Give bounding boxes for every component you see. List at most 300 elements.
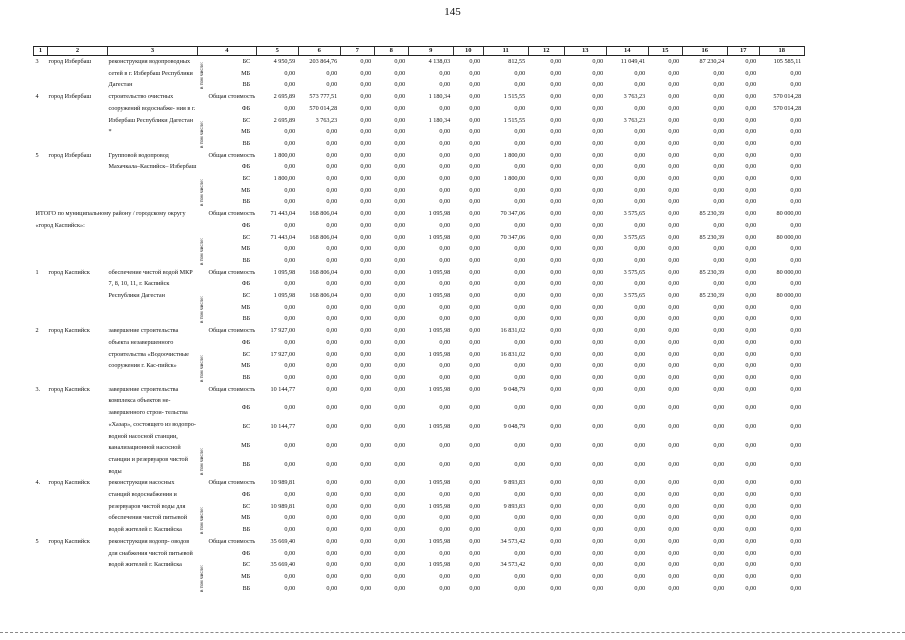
value-cell: 0,00 [668,280,680,288]
value-cell: 0,00 [394,210,406,218]
value-cell: 0,00 [790,186,802,194]
value-cell: 0,00 [550,373,562,381]
value-cell: 0,00 [592,327,604,335]
object-name: Групповой водопровод Махачкала–Каспийск– Избербаш [108,151,197,171]
value-cell: 0,00 [394,315,406,323]
value-cell: 0,00 [284,163,296,171]
funding-source-label: ФБ [241,163,251,171]
value-cell: 0,00 [745,116,757,124]
value-cell: 0,00 [394,233,406,241]
funding-source-label: ФБ [241,404,251,412]
value-cell: 0,00 [745,572,757,580]
value-cell: 0,00 [790,537,802,545]
value-cell: 0,00 [284,139,296,147]
value-cell: 0,00 [592,385,604,393]
value-cell: 0,00 [790,163,802,171]
value-cell: 2 695,89 [273,116,296,124]
header-cell: 12 [528,47,564,56]
value-cell: 0,00 [790,315,802,323]
value-cell: 0,00 [592,362,604,370]
value-cell: 0,00 [668,491,680,499]
value-cell: 0,00 [790,256,802,264]
value-cell: 0,00 [514,460,526,468]
scan-bottom-edge [0,632,905,633]
value-cell: 0,00 [394,221,406,229]
value-cell: 0,00 [592,104,604,112]
table-row [34,536,805,548]
value-cell: 0,00 [394,491,406,499]
value-cell: 0,00 [550,479,562,487]
vertical-label-cell [198,477,208,536]
value-cell: 0,00 [713,104,725,112]
value-cell: 0,00 [326,460,338,468]
row-number: 3 [35,58,39,65]
funding-source-label: БС [242,423,251,431]
value-cell: 0,00 [550,69,562,77]
value-cell: 16 831,02 [500,350,526,358]
value-cell: 0,00 [469,441,481,449]
value-cell: 0,00 [634,502,646,510]
value-cell: 0,00 [592,186,604,194]
vertical-label-cell [198,91,208,150]
value-cell: 0,00 [745,151,757,159]
value-cell: 0,00 [634,327,646,335]
value-cell: 0,00 [469,81,481,89]
value-cell: 0,00 [790,116,802,124]
value-cell: 0,00 [790,441,802,449]
value-cell: 0,00 [469,210,481,218]
funding-source-label: ВБ [242,584,251,592]
header-cell: 18 [759,47,804,56]
value-cell: 0,00 [514,526,526,534]
value-cell: 0,00 [668,514,680,522]
header-cell: 11 [483,47,528,56]
value-cell: 0,00 [469,338,481,346]
value-cell: 0,00 [439,315,451,323]
funding-source-label: ФБ [241,338,251,346]
value-cell: 0,00 [668,151,680,159]
value-cell: 0,00 [634,151,646,159]
funding-source-label: ФБ [241,280,251,288]
value-cell: 0,00 [394,373,406,381]
value-cell: 0,00 [394,175,406,183]
value-cell: 0,00 [394,303,406,311]
vertical-label: в том числе: [198,62,205,90]
value-cell: 0,00 [469,479,481,487]
value-cell: 0,00 [668,362,680,370]
municipality-name: город Избербаш [48,58,92,65]
value-cell: 0,00 [634,245,646,253]
value-cell: 0,00 [550,350,562,358]
value-cell: 1 515,55 [503,116,526,124]
value-cell: 0,00 [360,350,372,358]
value-cell: 1 800,00 [273,175,296,183]
value-cell: 3 575,65 [623,210,646,218]
vertical-label: в том числе: [198,296,205,324]
value-cell: 0,00 [745,362,757,370]
value-cell: 0,00 [550,139,562,147]
value-cell: 0,00 [592,373,604,381]
value-cell: 0,00 [439,104,451,112]
table-row [34,384,805,403]
value-cell: 0,00 [469,514,481,522]
value-cell: 1 095,98 [428,210,451,218]
value-cell: 0,00 [284,584,296,592]
value-cell: 0,00 [550,327,562,335]
value-cell: 0,00 [745,385,757,393]
value-cell: 0,00 [550,186,562,194]
value-cell: 0,00 [634,350,646,358]
value-cell: 0,00 [439,514,451,522]
value-cell: 0,00 [469,69,481,77]
value-cell: 0,00 [790,514,802,522]
value-cell: 0,00 [360,210,372,218]
value-cell: 9 893,83 [503,502,526,510]
value-cell: 0,00 [360,233,372,241]
value-cell: 0,00 [326,373,338,381]
value-cell: 0,00 [592,514,604,522]
value-cell: 0,00 [550,404,562,412]
value-cell: 85 230,39 [699,210,725,218]
value-cell: 0,00 [439,491,451,499]
value-cell: 0,00 [592,537,604,545]
table-row [34,56,805,68]
value-cell: 0,00 [713,572,725,580]
value-cell: 0,00 [284,514,296,522]
value-cell: 0,00 [550,58,562,65]
value-cell: 0,00 [790,338,802,346]
municipality-name: город Избербаш [48,93,92,101]
value-cell: 1 095,98 [273,292,296,300]
value-cell: 0,00 [514,584,526,592]
value-cell: 0,00 [592,479,604,487]
value-cell: 1 800,00 [503,175,526,183]
value-cell: 0,00 [360,549,372,557]
value-cell: 0,00 [745,163,757,171]
value-cell: 3 763,23 [623,93,646,101]
value-cell: 0,00 [550,175,562,183]
value-cell: 0,00 [592,584,604,592]
value-cell: 80 000,00 [776,210,802,218]
table-row [34,325,805,337]
value-cell: 0,00 [469,151,481,159]
value-cell: 0,00 [745,514,757,522]
value-cell: 0,00 [634,221,646,229]
value-cell: 0,00 [592,81,604,89]
value-cell: 2 695,89 [273,93,296,101]
value-cell: 0,00 [326,175,338,183]
value-cell: 0,00 [360,280,372,288]
value-cell: 0,00 [713,163,725,171]
value-cell: 0,00 [713,502,725,510]
vertical-label: в том числе: [198,448,205,476]
value-cell: 80 000,00 [776,268,802,276]
value-cell: 0,00 [514,514,526,522]
value-cell: 0,00 [592,292,604,300]
value-cell: 0,00 [790,198,802,206]
value-cell: 0,00 [360,561,372,569]
value-cell: 0,00 [634,572,646,580]
value-cell: 0,00 [514,292,526,300]
value-cell: 0,00 [469,116,481,124]
value-cell: 0,00 [668,537,680,545]
value-cell: 0,00 [360,338,372,346]
value-cell: 0,00 [668,256,680,264]
value-cell: 573 777,51 [309,93,338,101]
value-cell: 3 763,23 [623,116,646,124]
value-cell: 0,00 [514,245,526,253]
value-cell: 0,00 [745,221,757,229]
value-cell: 0,00 [469,537,481,545]
value-cell: 0,00 [790,373,802,381]
value-cell: 0,00 [713,460,725,468]
value-cell: 0,00 [634,198,646,206]
value-cell: 0,00 [394,584,406,592]
value-cell: 0,00 [745,479,757,487]
funding-source-label: Общая стоимость [208,327,256,335]
value-cell: 0,00 [439,549,451,557]
value-cell: 0,00 [469,362,481,370]
object-name: реконструкция насосных станций водоснабжения и резервуаров чистой воды для обеспечения чистой питьевой водой жителей г. Каспийска [108,479,188,534]
value-cell: 0,00 [745,210,757,218]
funding-source-label: Общая стоимость [208,210,256,218]
value-cell: 0,00 [284,245,296,253]
value-cell: 0,00 [360,81,372,89]
value-cell: 0,00 [592,210,604,218]
value-cell: 0,00 [360,104,372,112]
value-cell: 0,00 [394,256,406,264]
value-cell: 0,00 [634,163,646,171]
value-cell: 0,00 [790,385,802,393]
value-cell: 80 000,00 [776,233,802,241]
value-cell: 0,00 [713,186,725,194]
value-cell: 0,00 [592,350,604,358]
value-cell: 0,00 [713,151,725,159]
table-body [34,47,805,595]
value-cell: 0,00 [668,315,680,323]
value-cell: 0,00 [745,441,757,449]
value-cell: 3 575,65 [623,292,646,300]
value-cell: 0,00 [360,58,372,65]
value-cell: 0,00 [550,245,562,253]
value-cell: 0,00 [745,256,757,264]
value-cell: 0,00 [550,221,562,229]
value-cell: 0,00 [469,350,481,358]
value-cell: 0,00 [592,128,604,136]
value-cell: 0,00 [439,128,451,136]
value-cell: 203 864,76 [309,58,338,65]
value-cell: 0,00 [550,163,562,171]
value-cell: 17 927,00 [270,327,296,335]
value-cell: 0,00 [326,572,338,580]
value-cell: 0,00 [394,128,406,136]
table-row [34,91,805,103]
value-cell: 0,00 [550,233,562,241]
value-cell: 0,00 [745,526,757,534]
value-cell: 0,00 [284,315,296,323]
row-number: 2 [35,327,39,335]
value-cell: 0,00 [790,404,802,412]
value-cell: 0,00 [790,479,802,487]
value-cell: 0,00 [326,151,338,159]
value-cell: 0,00 [713,93,725,101]
funding-source-label: ФБ [241,104,251,112]
value-cell: 0,00 [713,245,725,253]
value-cell: 0,00 [514,139,526,147]
value-cell: 0,00 [439,526,451,534]
value-cell: 0,00 [360,292,372,300]
value-cell: 0,00 [284,128,296,136]
value-cell: 0,00 [394,502,406,510]
value-cell: 0,00 [394,69,406,77]
value-cell: 0,00 [326,81,338,89]
vertical-label-cell [198,56,208,92]
value-cell: 0,00 [745,104,757,112]
value-cell: 0,00 [514,280,526,288]
value-cell: 0,00 [394,81,406,89]
value-cell: 0,00 [360,441,372,449]
value-cell: 9 048,79 [503,423,526,431]
value-cell: 0,00 [634,526,646,534]
value-cell: 0,00 [360,479,372,487]
value-cell: 0,00 [514,491,526,499]
value-cell: 0,00 [360,175,372,183]
value-cell: 0,00 [634,584,646,592]
value-cell: 0,00 [745,338,757,346]
value-cell: 1 095,98 [428,292,451,300]
value-cell: 0,00 [713,491,725,499]
object-name: завершение строительства комплекса объектов не- завершенного строи- тельства «Хазар», состоящего из водопро- водной насосной станции, канализационной насосной станции и резервуаров чистой воды [108,385,196,475]
value-cell: 0,00 [790,303,802,311]
value-cell: 0,00 [713,315,725,323]
vertical-label: в том числе: [198,120,205,148]
value-cell: 0,00 [394,104,406,112]
value-cell: 0,00 [713,584,725,592]
value-cell: 0,00 [439,245,451,253]
header-cell: 5 [256,47,298,56]
value-cell: 0,00 [790,549,802,557]
value-cell: 0,00 [360,256,372,264]
value-cell: 0,00 [360,315,372,323]
value-cell: 0,00 [713,128,725,136]
funding-source-label: ФБ [241,549,251,557]
value-cell: 0,00 [469,327,481,335]
value-cell: 0,00 [790,69,802,77]
value-cell: 0,00 [326,315,338,323]
value-cell: 0,00 [634,460,646,468]
value-cell: 0,00 [439,280,451,288]
value-cell: 0,00 [439,362,451,370]
value-cell: 1 095,98 [273,268,296,276]
value-cell: 0,00 [326,502,338,510]
value-cell: 80 000,00 [776,292,802,300]
value-cell: 0,00 [713,175,725,183]
value-cell: 0,00 [550,104,562,112]
funding-source-label: БС [242,502,251,510]
value-cell: 0,00 [439,69,451,77]
value-cell: 0,00 [550,491,562,499]
header-cell: 8 [374,47,408,56]
value-cell: 0,00 [439,221,451,229]
value-cell: 0,00 [360,572,372,580]
value-cell: 0,00 [668,561,680,569]
value-cell: 0,00 [326,139,338,147]
value-cell: 0,00 [713,116,725,124]
value-cell: 0,00 [745,58,757,65]
value-cell: 0,00 [550,151,562,159]
value-cell: 0,00 [592,549,604,557]
value-cell: 0,00 [668,268,680,276]
value-cell: 0,00 [668,175,680,183]
value-cell: 1 095,98 [428,423,451,431]
value-cell: 168 806,04 [309,292,338,300]
value-cell: 0,00 [284,186,296,194]
value-cell: 0,00 [360,423,372,431]
value-cell: 168 806,04 [309,268,338,276]
value-cell: 0,00 [634,128,646,136]
funding-source-label: ВБ [242,315,251,323]
value-cell: 0,00 [514,104,526,112]
value-cell: 0,00 [360,139,372,147]
value-cell: 0,00 [634,186,646,194]
value-cell: 0,00 [469,460,481,468]
value-cell: 0,00 [592,502,604,510]
value-cell: 0,00 [394,139,406,147]
value-cell: 0,00 [713,350,725,358]
value-cell: 570 014,28 [773,93,802,101]
value-cell: 0,00 [550,441,562,449]
total-label: ИТОГО по муниципальному району / городскому округу «город Каспийск»: [35,210,186,229]
value-cell: 0,00 [284,338,296,346]
value-cell: 0,00 [326,256,338,264]
value-cell: 0,00 [713,479,725,487]
value-cell: 0,00 [790,245,802,253]
value-cell: 0,00 [469,502,481,510]
value-cell: 0,00 [360,502,372,510]
value-cell: 0,00 [394,58,406,65]
value-cell: 16 831,02 [500,327,526,335]
value-cell: 168 806,04 [309,210,338,218]
funding-source-label: ВБ [242,81,251,89]
funding-source-label: МБ [241,362,251,370]
value-cell: 0,00 [514,81,526,89]
funding-source-label: МБ [241,572,251,580]
value-cell: 0,00 [439,81,451,89]
value-cell: 0,00 [745,292,757,300]
value-cell: 0,00 [668,69,680,77]
value-cell: 0,00 [439,139,451,147]
value-cell: 0,00 [745,280,757,288]
value-cell: 9 893,83 [503,479,526,487]
value-cell: 0,00 [713,327,725,335]
value-cell: 0,00 [469,561,481,569]
value-cell: 0,00 [360,198,372,206]
value-cell: 0,00 [668,549,680,557]
value-cell: 1 095,98 [428,233,451,241]
funding-source-label: БС [242,116,251,124]
value-cell: 0,00 [394,385,406,393]
value-cell: 0,00 [326,423,338,431]
value-cell: 0,00 [439,441,451,449]
value-cell: 0,00 [326,526,338,534]
municipality-name: город Каспийск [48,327,90,335]
value-cell: 0,00 [790,128,802,136]
row-number: 5 [35,537,39,545]
value-cell: 0,00 [550,128,562,136]
header-cell: 6 [298,47,340,56]
value-cell: 0,00 [745,502,757,510]
value-cell: 0,00 [668,327,680,335]
